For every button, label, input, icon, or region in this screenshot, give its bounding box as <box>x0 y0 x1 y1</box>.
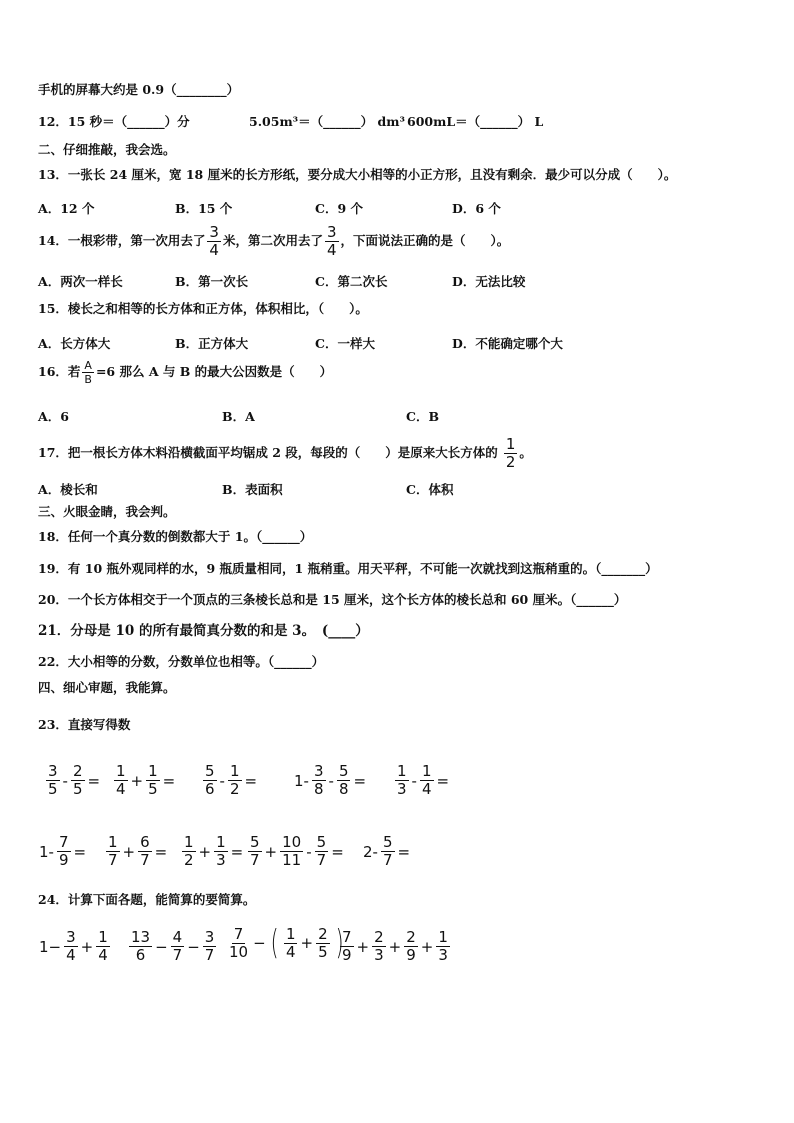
fraction: $\frac{1}{4}$ <box>116 762 126 798</box>
q16-text <box>38 360 332 385</box>
fraction: $\frac{5}{6}$ <box>205 762 215 798</box>
q14-option-d[interactable]: D．无法比较 <box>452 274 526 289</box>
q13-option-a[interactable]: A．12 个 <box>38 201 95 216</box>
section-4-heading: 四、细心审题，我能算。 <box>38 680 176 695</box>
q14-option-b[interactable]: B．第一次长 <box>175 274 249 289</box>
q23-row1-expr-2: $\frac{1}{4}$ + $\frac{1}{5}$ = <box>116 762 176 798</box>
fraction: $\frac{6}{7}$ <box>140 833 150 869</box>
q17-option-a[interactable]: A．棱长和 <box>38 482 98 497</box>
q20-text: 20．一个长方体相交于一个顶点的三条棱长总和是 15 厘米，这个长方体的棱长总和 60 厘米。（______） <box>38 592 627 607</box>
q14-text-mid: 米，第二次用去了 <box>222 233 323 249</box>
q12-part-c: 600mL＝（______） L <box>407 114 544 129</box>
q21-text: 21．分母是 10 的所有最简真分数的和是 3。 (____） <box>38 623 369 639</box>
q17-options <box>38 480 758 496</box>
fraction: $\frac{2}{9}$ <box>406 928 416 964</box>
q13-option-b[interactable]: B．15 个 <box>175 201 233 216</box>
q12-part-a: 12．15 秒＝（______）分 <box>38 114 190 129</box>
q15-option-a[interactable]: A．长方体大 <box>38 336 111 351</box>
q24-expr-1: 1− $\frac{3}{4}$ + $\frac{1}{4}$ <box>39 928 108 964</box>
q13-options <box>38 199 758 215</box>
fraction: $\frac{1}{3}$ <box>216 833 226 869</box>
q15-option-c[interactable]: C．一样大 <box>315 336 375 351</box>
q23-row1-expr-1: $\frac{3}{5}$ - $\frac{2}{5}$ = <box>48 762 101 798</box>
fraction: $\frac{2}{5}$ <box>318 924 328 961</box>
q23-row2-expr-3: $\frac{1}{2}$ + $\frac{1}{3}$ = <box>184 833 244 869</box>
section-2-heading: 二、仔细推敲，我会选。 <box>38 142 176 157</box>
q16-option-b[interactable]: B．A <box>222 409 255 424</box>
q16-options <box>38 407 758 423</box>
q11-line: 手机的屏幕大约是 0.9（________） <box>38 82 240 97</box>
fraction: $\frac{1}{4}$ <box>98 928 108 964</box>
fraction: $\frac{3}{8}$ <box>313 762 324 798</box>
q23-row2-expr-2: $\frac{1}{7}$ + $\frac{6}{7}$ = <box>108 833 168 869</box>
q15-options <box>38 334 758 350</box>
fraction: $\frac{13}{6}$ <box>131 928 151 964</box>
fraction: $\frac{3}{7}$ <box>204 928 215 964</box>
fraction: $\frac{5}{7}$ <box>382 833 393 869</box>
q23-row1-expr-5: $\frac{1}{3}$ - $\frac{1}{4}$ = <box>397 762 450 798</box>
q16-option-a[interactable]: A．6 <box>38 409 69 424</box>
q24-expr-2: $\frac{13}{6}$ − $\frac{4}{7}$ − $\frac{3}{7}$ <box>131 928 215 964</box>
q13-option-d[interactable]: D．6 个 <box>452 201 501 216</box>
fraction: $\frac{2}{3}$ <box>374 928 384 964</box>
fraction: $\frac{1}{5}$ <box>148 762 158 798</box>
q24-title: 24．计算下面各题，能简算的要简算。 <box>38 892 256 907</box>
q23-row1-expr-3: $\frac{5}{6}$ - $\frac{1}{2}$ = <box>205 762 258 798</box>
q14-text-pre: 14．一根彩带，第一次用去了 <box>38 233 206 249</box>
fraction: $\frac{10}{11}$ <box>282 833 302 869</box>
q14-option-a[interactable]: A．两次一样长 <box>38 274 123 289</box>
right-paren: ) <box>335 923 344 963</box>
fraction: $\frac{2}{5}$ <box>72 762 83 798</box>
q14-text-post: ，下面说法正确的是（ ）。 <box>340 233 510 249</box>
fraction: $\frac{5}{7}$ <box>250 833 260 869</box>
q18-text: 18．任何一个真分数的倒数都大于 1。（______） <box>38 529 313 544</box>
q15-option-b[interactable]: B．正方体大 <box>175 336 249 351</box>
fraction: $\frac{1}{7}$ <box>108 833 118 869</box>
q23-row2-expr-5: 2- $\frac{5}{7}$ = <box>363 833 411 869</box>
q23-row2-expr-1: 1- $\frac{7}{9}$ = <box>39 833 87 869</box>
q15-option-d[interactable]: D．不能确定哪个大 <box>452 336 563 351</box>
q24-expr-4: $\frac{7}{9}$ + $\frac{2}{3}$ + $\frac{2}{9}$ + $\frac{1}{3}$ <box>342 928 448 964</box>
q23-row1-expr-4: 1- $\frac{3}{8}$ - $\frac{5}{8}$ = <box>294 762 367 798</box>
q15-text: 15．棱长之和相等的长方体和正方体，体积相比，（ ）。 <box>38 301 368 316</box>
q14-fraction-1: $\frac{3}{4}$ <box>209 223 219 259</box>
q16-option-c[interactable]: C．B <box>406 409 440 424</box>
fraction: $\frac{3}{4}$ <box>66 928 76 964</box>
q16-fraction-a-over-b: $\frac{A}{B}$ <box>84 359 92 386</box>
fraction: $\frac{1}{4}$ <box>285 924 296 961</box>
q16-text-post: =6 那么 A 与 B 的最大公因数是（ ） <box>95 364 333 380</box>
q13-text: 13．一张长 24 厘米，宽 18 厘米的长方形纸，要分成大小相等的小正方形，且没有剩余．最少可以分成（ ）。 <box>38 167 677 182</box>
fraction: $\frac{7}{9}$ <box>58 833 69 869</box>
q17-text <box>38 437 532 470</box>
q13-option-c[interactable]: C．9 个 <box>315 201 363 216</box>
fraction: $\frac{5}{7}$ <box>316 833 327 869</box>
q14-fraction-2: $\frac{3}{4}$ <box>326 223 337 259</box>
q14-text <box>38 225 509 258</box>
q12-part-b: 5.05m³＝（______） dm³ <box>249 114 405 129</box>
fraction: $\frac{5}{8}$ <box>338 762 349 798</box>
q17-option-b[interactable]: B．表面积 <box>222 482 283 497</box>
fraction: $\frac{1}{2}$ <box>184 833 194 869</box>
q17-text-post: 。 <box>519 445 532 461</box>
fraction: $\frac{1}{3}$ <box>397 762 407 798</box>
q17-fraction-one-half: $\frac{1}{2}$ <box>505 435 516 471</box>
q23-row2-expr-4: $\frac{5}{7}$ + $\frac{10}{11}$ - $\frac{5}{7}$ = <box>250 833 344 869</box>
left-paren: ( <box>270 923 279 963</box>
fraction: $\frac{7}{9}$ <box>342 928 352 964</box>
q19-text: 19．有 10 瓶外观同样的水，9 瓶质量相同，1 瓶稍重。用天平秤，不可能一次就找到这瓶稍重的。（_______） <box>38 561 658 576</box>
q14-option-c[interactable]: C．第二次长 <box>315 274 388 289</box>
q14-options <box>38 272 758 288</box>
fraction: $\frac{1}{2}$ <box>229 762 240 798</box>
fraction: $\frac{7}{10}$ <box>229 924 249 961</box>
section-3-heading: 三、火眼金睛，我会判。 <box>38 504 176 519</box>
fraction: $\frac{4}{7}$ <box>172 928 183 964</box>
q17-option-c[interactable]: C．体积 <box>406 482 454 497</box>
q16-text-pre: 16．若 <box>38 364 81 380</box>
q24-expr-3: $\frac{7}{10}$ − ( $\frac{1}{4}$ + $\frac{2}{5}$ ) <box>229 923 344 963</box>
fraction: $\frac{1}{3}$ <box>438 928 448 964</box>
fraction: $\frac{3}{5}$ <box>48 762 58 798</box>
fraction: $\frac{1}{4}$ <box>421 762 432 798</box>
q17-text-pre: 17．把一根长方体木料沿横截面平均锯成 2 段，每段的（ ）是原来大长方体的 <box>38 445 498 461</box>
q23-title: 23．直接写得数 <box>38 717 131 732</box>
q22-text: 22．大小相等的分数，分数单位也相等。（______） <box>38 654 325 669</box>
